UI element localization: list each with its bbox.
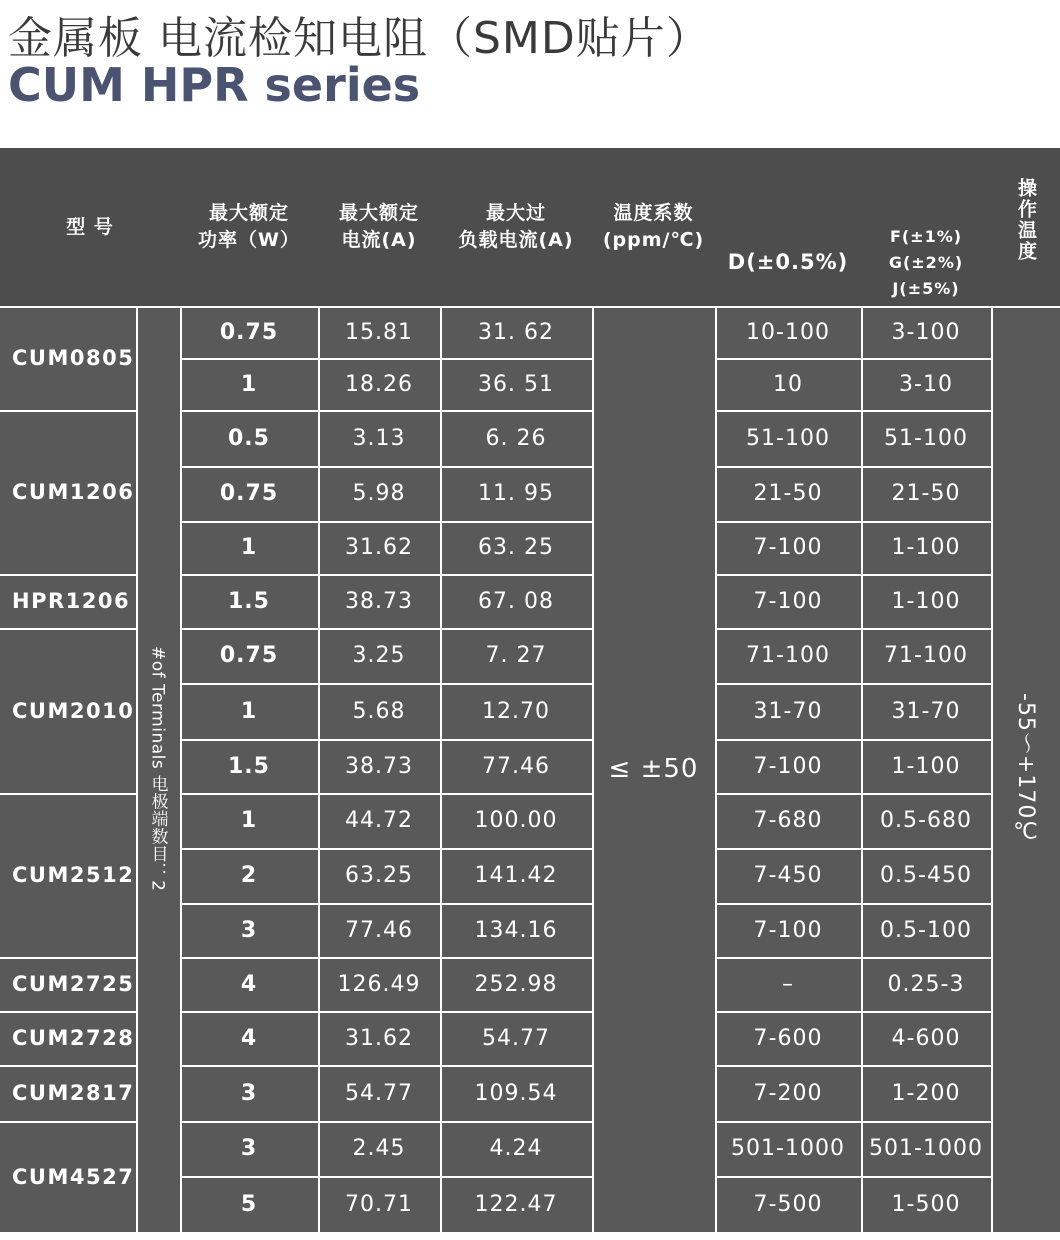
resistance-d-cell — [715, 739, 863, 795]
overload-cell — [440, 793, 594, 850]
resistance-d-value: 10-100 — [746, 319, 830, 345]
current-value: 5.68 — [352, 698, 406, 724]
overload-cell — [440, 574, 594, 630]
page-title-english: CUM HPR series — [8, 58, 421, 112]
resistance-d-value: 7-600 — [753, 1025, 823, 1051]
current-cell — [318, 466, 442, 523]
model-label: CUM0805 — [12, 346, 135, 370]
op-temp-value: -55～+170℃ — [1013, 692, 1038, 846]
current-cell — [318, 1176, 442, 1234]
op-temp-value-cell — [991, 306, 1060, 1234]
overload-cell — [440, 466, 594, 523]
current-cell — [318, 306, 442, 360]
header-fgj-line1: F(±1%) — [889, 226, 963, 246]
resistance-fgj-cell — [861, 793, 993, 850]
overload-value: 31. 62 — [478, 319, 554, 345]
header-model-label: 型 号 — [66, 215, 114, 238]
header-model — [0, 148, 182, 308]
current-cell — [318, 957, 442, 1013]
overload-value: 122.47 — [474, 1191, 558, 1217]
resistance-fgj-cell — [861, 521, 993, 576]
current-cell — [318, 848, 442, 905]
overload-value: 7. 27 — [485, 643, 547, 668]
resistance-d-cell — [715, 957, 863, 1013]
header-resistance-d — [715, 219, 863, 308]
model-label: HPR1206 — [12, 589, 131, 613]
resistance-fgj-cell — [861, 358, 993, 412]
overload-value: 4.24 — [489, 1136, 543, 1161]
current-value: 44.72 — [345, 808, 413, 833]
overload-cell — [440, 358, 594, 412]
model-label: CUM2728 — [12, 1026, 135, 1050]
resistance-d-value: 71-100 — [746, 643, 830, 668]
header-resistance-top — [715, 148, 993, 221]
overload-cell — [440, 739, 594, 795]
power-value: 0.75 — [219, 481, 279, 506]
current-value: 15.81 — [345, 319, 413, 345]
header-power-line2: 功率（W） — [198, 229, 300, 251]
resistance-fgj-cell — [861, 739, 993, 795]
model-label: CUM1206 — [12, 480, 135, 504]
model-cell — [0, 1121, 138, 1234]
overload-cell — [440, 683, 594, 741]
current-cell — [318, 410, 442, 468]
model-label: CUM4527 — [12, 1164, 135, 1189]
resistance-fgj-cell — [861, 306, 993, 360]
overload-value: 11. 95 — [478, 481, 554, 506]
resistance-d-value: 7-100 — [753, 535, 823, 560]
resistance-fgj-value: 1-200 — [891, 1080, 961, 1106]
resistance-d-cell — [715, 848, 863, 905]
header-tcr — [592, 148, 717, 308]
resistance-fgj-cell — [861, 683, 993, 741]
power-cell — [180, 903, 320, 959]
overload-value: 77.46 — [482, 753, 550, 779]
overload-cell — [440, 1176, 594, 1234]
overload-cell — [440, 1011, 594, 1067]
power-value: 4 — [240, 1025, 258, 1051]
header-overload — [440, 148, 594, 308]
overload-cell — [440, 1065, 594, 1123]
power-value: 4 — [240, 971, 258, 997]
resistance-d-value: 21-50 — [753, 481, 823, 506]
header-power-line1: 最大额定 — [208, 202, 289, 224]
resistance-d-cell — [715, 521, 863, 576]
resistance-fgj-value: 71-100 — [884, 643, 968, 668]
header-fgj-line3: J(±5%) — [892, 278, 960, 298]
resistance-fgj-cell — [861, 1011, 993, 1067]
resistance-d-cell — [715, 466, 863, 523]
header-current-line1: 最大额定 — [338, 202, 419, 224]
power-cell — [180, 957, 320, 1013]
overload-value: 67. 08 — [478, 588, 554, 614]
power-value: 3 — [240, 1136, 258, 1161]
resistance-fgj-cell — [861, 957, 993, 1013]
resistance-fgj-cell — [861, 574, 993, 630]
current-cell — [318, 903, 442, 959]
resistance-d-value: 7-100 — [753, 753, 823, 779]
header-current — [318, 148, 442, 308]
model-cell — [0, 957, 138, 1013]
header-op-temp-label: 操作温度 — [1015, 178, 1037, 262]
resistance-fgj-cell — [861, 1121, 993, 1178]
power-value: 1 — [240, 808, 258, 833]
resistance-fgj-value: 4-600 — [891, 1025, 961, 1051]
resistance-fgj-value: 1-500 — [891, 1191, 961, 1217]
current-cell — [318, 793, 442, 850]
resistance-d-value: 7-100 — [753, 917, 823, 943]
model-cell — [0, 1065, 138, 1123]
resistance-fgj-value: 51-100 — [884, 425, 968, 451]
power-cell — [180, 683, 320, 741]
power-cell — [180, 410, 320, 468]
resistance-fgj-value: 3-100 — [891, 319, 961, 345]
resistance-d-cell — [715, 1065, 863, 1123]
overload-value: 12.70 — [482, 698, 550, 724]
resistance-d-cell — [715, 1176, 863, 1234]
resistance-d-value: – — [782, 971, 794, 997]
model-label: CUM2010 — [12, 698, 135, 723]
power-cell — [180, 306, 320, 360]
terminals-note: #of Terminals 电极端数目：2 — [147, 646, 168, 892]
resistance-d-value: 7-680 — [753, 808, 823, 833]
header-tcr-line1: 温度系数 — [613, 202, 694, 224]
power-cell — [180, 1121, 320, 1178]
power-value: 5 — [240, 1191, 258, 1217]
spec-table — [0, 148, 1060, 1234]
current-cell — [318, 574, 442, 630]
power-value: 2 — [240, 863, 258, 888]
resistance-fgj-cell — [861, 903, 993, 959]
current-value: 38.73 — [345, 588, 413, 614]
power-value: 0.75 — [219, 643, 279, 668]
model-cell — [0, 628, 138, 795]
current-cell — [318, 1065, 442, 1123]
power-cell — [180, 848, 320, 905]
power-cell — [180, 521, 320, 576]
model-label: CUM2512 — [12, 863, 135, 887]
resistance-d-cell — [715, 1121, 863, 1178]
header-resistance-fgj — [861, 219, 993, 308]
header-resistance-d-label: D(±0.5%) — [727, 250, 849, 274]
model-cell — [0, 306, 138, 412]
resistance-fgj-value: 0.5-100 — [880, 917, 972, 943]
resistance-d-value: 10 — [773, 371, 803, 397]
power-value: 1.5 — [228, 753, 270, 779]
overload-value: 36. 51 — [478, 371, 554, 397]
model-cell — [0, 793, 138, 959]
header-current-line2: 电流(A) — [341, 229, 417, 251]
header-power — [180, 148, 320, 308]
resistance-fgj-value: 501-1000 — [869, 1136, 983, 1161]
current-value: 3.13 — [352, 425, 406, 451]
resistance-fgj-value: 0.5-680 — [880, 808, 972, 833]
resistance-d-cell — [715, 1011, 863, 1067]
resistance-fgj-value: 0.25-3 — [887, 971, 965, 997]
current-value: 63.25 — [345, 863, 413, 888]
resistance-d-value: 7-500 — [753, 1191, 823, 1217]
power-value: 1 — [240, 535, 258, 560]
overload-value: 252.98 — [474, 971, 558, 997]
current-value: 18.26 — [345, 371, 413, 397]
current-cell — [318, 358, 442, 412]
resistance-d-cell — [715, 358, 863, 412]
current-value: 126.49 — [337, 971, 421, 997]
resistance-fgj-cell — [861, 848, 993, 905]
model-label: CUM2817 — [12, 1081, 135, 1105]
power-value: 1 — [240, 371, 258, 397]
terminals-column — [136, 306, 182, 1234]
power-cell — [180, 1011, 320, 1067]
resistance-fgj-cell — [861, 410, 993, 468]
current-cell — [318, 1121, 442, 1178]
overload-value: 63. 25 — [478, 535, 554, 560]
power-cell — [180, 793, 320, 850]
current-value: 31.62 — [345, 535, 413, 560]
model-cell — [0, 574, 138, 630]
power-cell — [180, 1176, 320, 1234]
current-cell — [318, 683, 442, 741]
current-cell — [318, 521, 442, 576]
overload-cell — [440, 306, 594, 360]
current-value: 70.71 — [345, 1191, 413, 1217]
power-cell — [180, 628, 320, 685]
resistance-fgj-cell — [861, 1176, 993, 1234]
power-value: 0.75 — [219, 319, 279, 345]
overload-cell — [440, 848, 594, 905]
overload-value: 54.77 — [482, 1025, 550, 1051]
overload-value: 100.00 — [474, 808, 558, 833]
power-cell — [180, 466, 320, 523]
current-value: 2.45 — [352, 1136, 406, 1161]
resistance-fgj-cell — [861, 1065, 993, 1123]
current-value: 54.77 — [345, 1080, 413, 1106]
current-cell — [318, 628, 442, 685]
resistance-d-cell — [715, 903, 863, 959]
overload-cell — [440, 957, 594, 1013]
overload-value: 134.16 — [474, 917, 558, 943]
model-cell — [0, 1011, 138, 1067]
header-overload-line2: 负载电流(A) — [458, 229, 574, 251]
resistance-d-cell — [715, 628, 863, 685]
resistance-fgj-cell — [861, 466, 993, 523]
overload-cell — [440, 628, 594, 685]
resistance-fgj-value: 1-100 — [891, 753, 961, 779]
power-cell — [180, 574, 320, 630]
resistance-d-value: 501-1000 — [731, 1136, 845, 1161]
model-cell — [0, 410, 138, 576]
header-overload-line1: 最大过 — [485, 202, 546, 224]
resistance-d-value: 7-200 — [753, 1080, 823, 1106]
resistance-d-cell — [715, 306, 863, 360]
power-value: 3 — [240, 917, 258, 943]
resistance-d-value: 31-70 — [753, 698, 823, 724]
power-cell — [180, 358, 320, 412]
overload-cell — [440, 1121, 594, 1178]
resistance-d-cell — [715, 410, 863, 468]
power-value: 1 — [240, 698, 258, 724]
power-value: 1.5 — [228, 588, 270, 614]
current-value: 3.25 — [352, 643, 406, 668]
current-value: 77.46 — [345, 917, 413, 943]
current-value: 31.62 — [345, 1025, 413, 1051]
resistance-fgj-value: 31-70 — [891, 698, 961, 724]
power-cell — [180, 739, 320, 795]
overload-value: 141.42 — [474, 863, 558, 888]
overload-cell — [440, 521, 594, 576]
resistance-fgj-cell — [861, 628, 993, 685]
current-value: 5.98 — [352, 481, 406, 506]
header-fgj-line2: G(±2%) — [888, 252, 964, 272]
resistance-d-cell — [715, 574, 863, 630]
current-value: 38.73 — [345, 753, 413, 779]
overload-cell — [440, 410, 594, 468]
resistance-fgj-value: 1-100 — [891, 588, 961, 614]
overload-value: 109.54 — [474, 1080, 558, 1106]
resistance-fgj-value: 0.5-450 — [880, 863, 972, 888]
resistance-d-value: 51-100 — [746, 425, 830, 451]
model-label: CUM2725 — [12, 972, 135, 996]
resistance-fgj-value: 1-100 — [891, 535, 961, 560]
overload-cell — [440, 903, 594, 959]
header-tcr-line2: (ppm/℃) — [602, 229, 705, 251]
current-cell — [318, 739, 442, 795]
resistance-fgj-value: 21-50 — [891, 481, 961, 506]
power-cell — [180, 1065, 320, 1123]
resistance-fgj-value: 3-10 — [899, 371, 953, 397]
tcr-value-cell — [592, 306, 717, 1234]
page-title-chinese: 金属板 电流检知电阻（SMD贴片） — [8, 13, 711, 64]
overload-value: 6. 26 — [485, 425, 547, 451]
power-value: 0.5 — [228, 425, 270, 451]
resistance-d-cell — [715, 683, 863, 741]
resistance-d-value: 7-450 — [753, 863, 823, 888]
power-value: 3 — [240, 1080, 258, 1106]
tcr-value: ≤ ±50 — [608, 754, 699, 784]
resistance-d-cell — [715, 793, 863, 850]
resistance-d-value: 7-100 — [753, 588, 823, 614]
header-op-temp — [991, 148, 1060, 308]
current-cell — [318, 1011, 442, 1067]
